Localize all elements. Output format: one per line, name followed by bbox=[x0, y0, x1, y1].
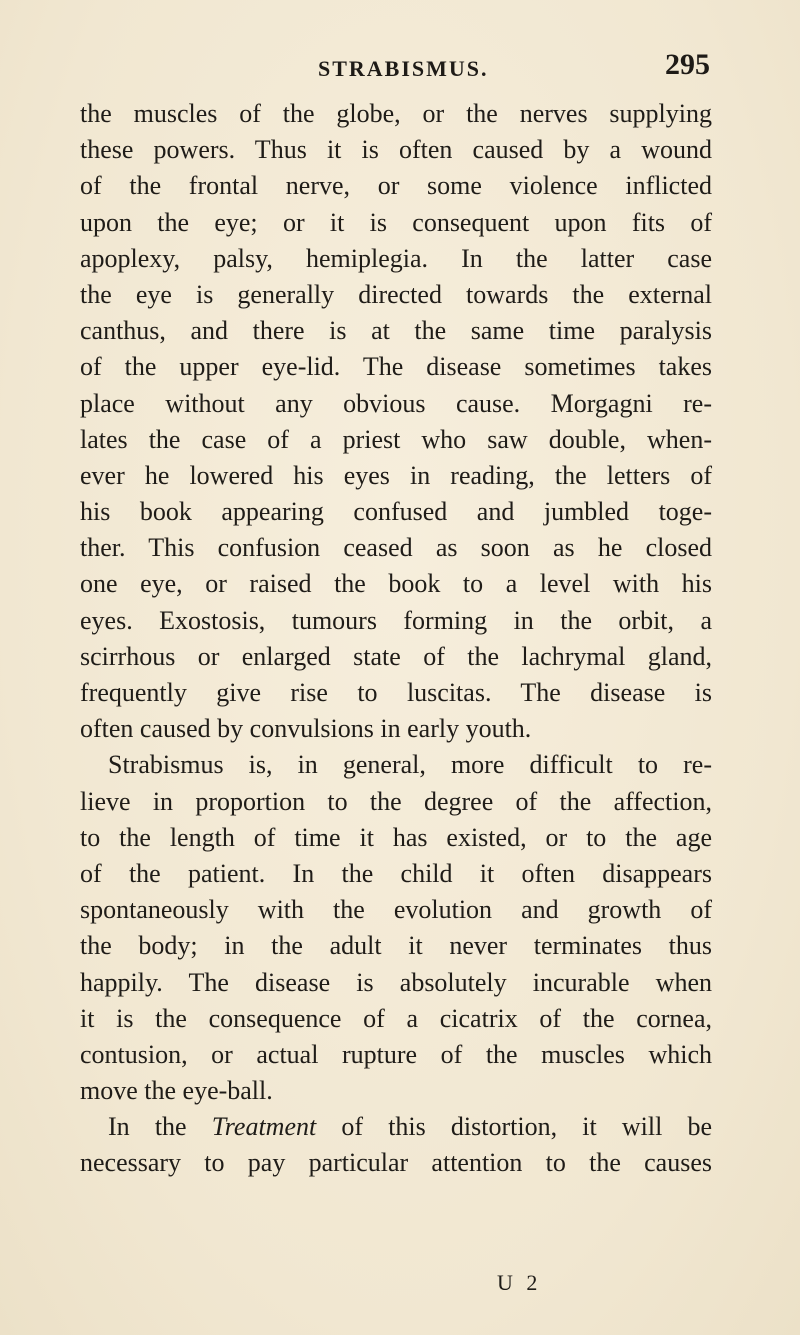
body-text bbox=[80, 96, 712, 1182]
text-line: eyes. Exostosis, tumours forming in the orbit, a bbox=[80, 605, 712, 635]
text-line: place without any obvious cause. Morgagni re- bbox=[80, 388, 712, 418]
text-line: apoplexy, palsy, hemiplegia. In the latter case bbox=[80, 243, 712, 273]
text-line: one eye, or raised the book to a level with his bbox=[80, 569, 712, 599]
text-line: often caused by convulsions in early youth. bbox=[80, 714, 532, 744]
text-line: it is the consequence of a cicatrix of the cornea, bbox=[80, 1003, 712, 1033]
text-line: of the patient. In the child it often disappears bbox=[80, 858, 712, 888]
text-line: necessary to pay particular attention to the causes bbox=[80, 1148, 712, 1178]
text-line: upon the eye; or it is consequent upon fits of bbox=[80, 207, 712, 237]
text-line: lates the case of a priest who saw double, when- bbox=[80, 424, 712, 454]
text-line: his book appearing confused and jumbled toge- bbox=[80, 497, 712, 527]
text-line: contusion, or actual rupture of the muscles which bbox=[80, 1039, 712, 1069]
text-line: these powers. Thus it is often caused by a wound bbox=[80, 135, 712, 165]
running-head: STRABISMUS. bbox=[318, 56, 489, 81]
text-line: ever he lowered his eyes in reading, the letters of bbox=[80, 460, 712, 490]
text-line: happily. The disease is absolutely incurable when bbox=[80, 967, 712, 997]
text-line: lieve in proportion to the degree of the affection, bbox=[80, 786, 712, 816]
text-line: scirrhous or enlarged state of the lachrymal gland, bbox=[80, 641, 712, 671]
text-line: the body; in the adult it never terminates thus bbox=[80, 931, 712, 961]
italic-term: Treatment bbox=[211, 1112, 317, 1142]
text-fragment: In the bbox=[108, 1112, 212, 1142]
text-line: to the length of time it has existed, or to the age bbox=[80, 822, 712, 852]
text-line: move the eye-ball. bbox=[80, 1076, 273, 1106]
text-line: frequently give rise to luscitas. The disease is bbox=[80, 678, 712, 707]
text-line: Strabismus is, in general, more difficult to re- bbox=[108, 750, 712, 780]
text-line: of the frontal nerve, or some violence inflicted bbox=[80, 171, 712, 201]
text-line: canthus, and there is at the same time paralysis bbox=[80, 316, 712, 346]
text-fragment: of this distortion, it will be bbox=[316, 1112, 712, 1142]
signature-mark: U 2 bbox=[497, 1270, 542, 1295]
text-line: the eye is generally directed towards the external bbox=[80, 279, 712, 309]
text-line: of the upper eye-lid. The disease sometimes takes bbox=[80, 352, 712, 382]
text-line: ther. This confusion ceased as soon as he closed bbox=[80, 533, 712, 563]
page-number: 295 bbox=[665, 48, 710, 81]
page-header bbox=[88, 48, 710, 88]
text-line bbox=[80, 1109, 712, 1145]
text-line: spontaneously with the evolution and growth of bbox=[80, 895, 712, 925]
text-line: the muscles of the globe, or the nerves supplying bbox=[80, 99, 712, 128]
